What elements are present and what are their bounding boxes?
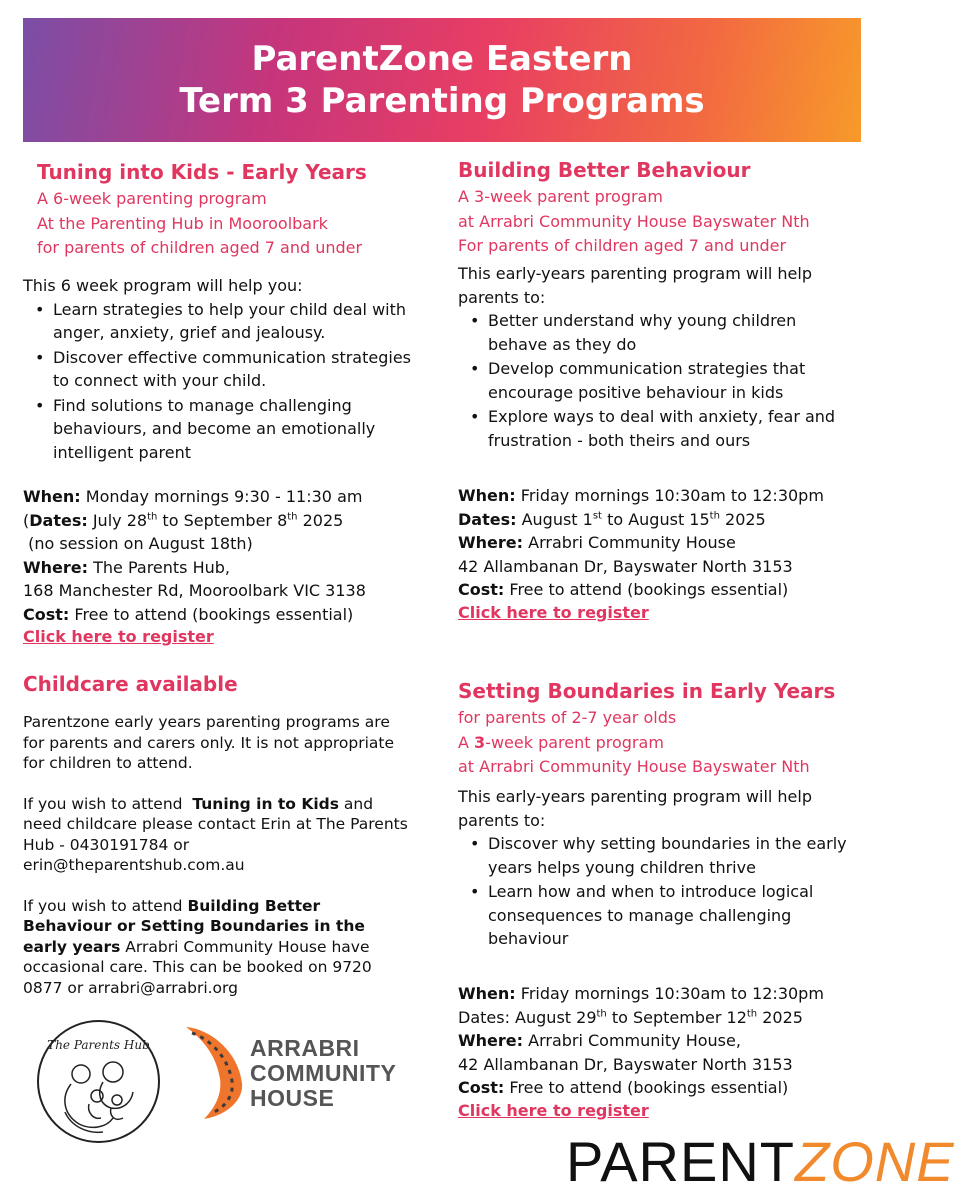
sb-heading-block xyxy=(458,679,858,780)
header-title-line2: Term 3 Parenting Programs xyxy=(179,81,705,121)
bbb-body xyxy=(458,262,850,453)
family-illustration-icon xyxy=(51,1052,147,1138)
tik-sub3: for parents of children aged 7 and under xyxy=(37,238,363,257)
list-item: • Develop communication strategies that encourage positive behaviour in kids xyxy=(458,357,850,404)
bbb-dates: Dates: August 1st to August 15th 2025 xyxy=(458,509,766,529)
bbb-intro: This early-years parenting program will help parents to: xyxy=(458,264,812,307)
bbb-where: Where: Arrabri Community House xyxy=(458,533,736,552)
bbb-register-link[interactable]: Click here to register xyxy=(458,602,649,622)
bbb-bullet-list xyxy=(458,309,850,452)
tik-intro: This 6 week program will help you: xyxy=(23,276,303,295)
tik-sub2: At the Parenting Hub in Mooroolbark xyxy=(37,213,328,233)
tik-bullet-list xyxy=(23,298,423,465)
sb-cost: Cost: Free to attend (bookings essential) xyxy=(458,1078,789,1097)
sb-bullet-list xyxy=(458,832,850,951)
arrabri-logo-text: ARRABRI COMMUNITY HOUSE xyxy=(250,1035,397,1111)
parents-hub-logo-text: The Parents Hub xyxy=(47,1038,150,1052)
parents-hub-logo xyxy=(37,1020,160,1143)
tik-sub1: A 6-week parenting program xyxy=(37,189,267,208)
childcare-title: Childcare available xyxy=(23,672,238,696)
list-item: • Better understand why young children behave as they do xyxy=(458,309,850,356)
sb-intro: This early-years parenting program will help parents to: xyxy=(458,787,812,830)
childcare-para-3: If you wish to attend Building Better Behaviour or Setting Boundaries in the early years Arrabri Community House have occasional care. This can be booked on 9720 0877 or arrabri@arrabri.org xyxy=(23,896,372,997)
sb-title: Setting Boundaries in Early Years xyxy=(458,679,836,703)
sb-dates: Dates: August 29th to September 12th 2025 xyxy=(458,1007,803,1027)
list-item: • Explore ways to deal with anxiety, fear and frustration - both theirs and ours xyxy=(458,405,850,452)
bbb-sub1: A 3-week parent program xyxy=(458,187,663,206)
tik-register-link[interactable]: Click here to register xyxy=(23,627,214,646)
bbb-when: When: Friday mornings 10:30am to 12:30pm xyxy=(458,486,824,505)
sb-when: When: Friday mornings 10:30am to 12:30pm xyxy=(458,984,824,1003)
bbb-cost: Cost: Free to attend (bookings essential) xyxy=(458,580,789,599)
list-item: • Find solutions to manage challenging behaviours, and become an emotionally intelligent parent xyxy=(23,394,423,465)
tik-no-session: (no session on August 18th) xyxy=(23,534,253,553)
tik-title: Tuning into Kids - Early Years xyxy=(37,160,367,184)
header-title-line1: ParentZone Eastern xyxy=(251,39,633,79)
bbb-heading-block xyxy=(458,158,858,259)
sb-address: 42 Allambanan Dr, Bayswater North 3153 xyxy=(458,1054,793,1074)
page-header xyxy=(23,18,861,142)
parentzone-logo: PARENTZONE xyxy=(566,1130,955,1193)
sb-sub1: for parents of 2-7 year olds xyxy=(458,708,677,727)
sb-register-link[interactable]: Click here to register xyxy=(458,1100,649,1120)
bbb-sub3: For parents of children aged 7 and under xyxy=(458,236,787,255)
tik-details xyxy=(23,485,423,648)
childcare-para-1: Parentzone early years parenting programs are for parents and carers only. It is not appropriate for children to attend. xyxy=(23,713,395,772)
list-item: • Learn how and when to introduce logical consequences to manage challenging behaviour xyxy=(458,880,850,951)
sb-sub3: at Arrabri Community House Bayswater Nth xyxy=(458,757,810,776)
sb-sub2: A 3-week parent program xyxy=(458,732,664,752)
childcare-para-2: If you wish to attend Tuning in to Kids and need childcare please contact Erin at The Parents Hub - 0430191784 or erin@theparentshub.com.au xyxy=(23,794,408,874)
list-item: • Discover why setting boundaries in the early years helps young children thrive xyxy=(458,832,850,879)
bbb-details xyxy=(458,484,858,624)
tik-dates: (Dates: July 28th to September 8th 2025 xyxy=(23,510,344,530)
list-item: • Learn strategies to help your child deal with anger, anxiety, grief and jealousy. xyxy=(23,298,423,345)
tik-body xyxy=(23,274,423,465)
tik-address: 168 Manchester Rd, Mooroolbark VIC 3138 xyxy=(23,581,366,600)
tik-heading-block xyxy=(37,160,427,261)
sb-details xyxy=(458,982,858,1122)
tik-cost: Cost: Free to attend (bookings essential) xyxy=(23,604,354,624)
bbb-title: Building Better Behaviour xyxy=(458,158,751,182)
tik-when: When: Monday mornings 9:30 - 11:30 am xyxy=(23,487,363,506)
tik-where: Where: The Parents Hub, xyxy=(23,557,231,577)
list-item: • Discover effective communication strategies to connect with your child. xyxy=(23,346,423,393)
sb-where: Where: Arrabri Community House, xyxy=(458,1031,741,1050)
bbb-address: 42 Allambanan Dr, Bayswater North 3153 xyxy=(458,556,793,576)
bbb-sub2: at Arrabri Community House Bayswater Nth xyxy=(458,211,810,231)
sb-body xyxy=(458,785,850,952)
childcare-body xyxy=(23,712,408,998)
